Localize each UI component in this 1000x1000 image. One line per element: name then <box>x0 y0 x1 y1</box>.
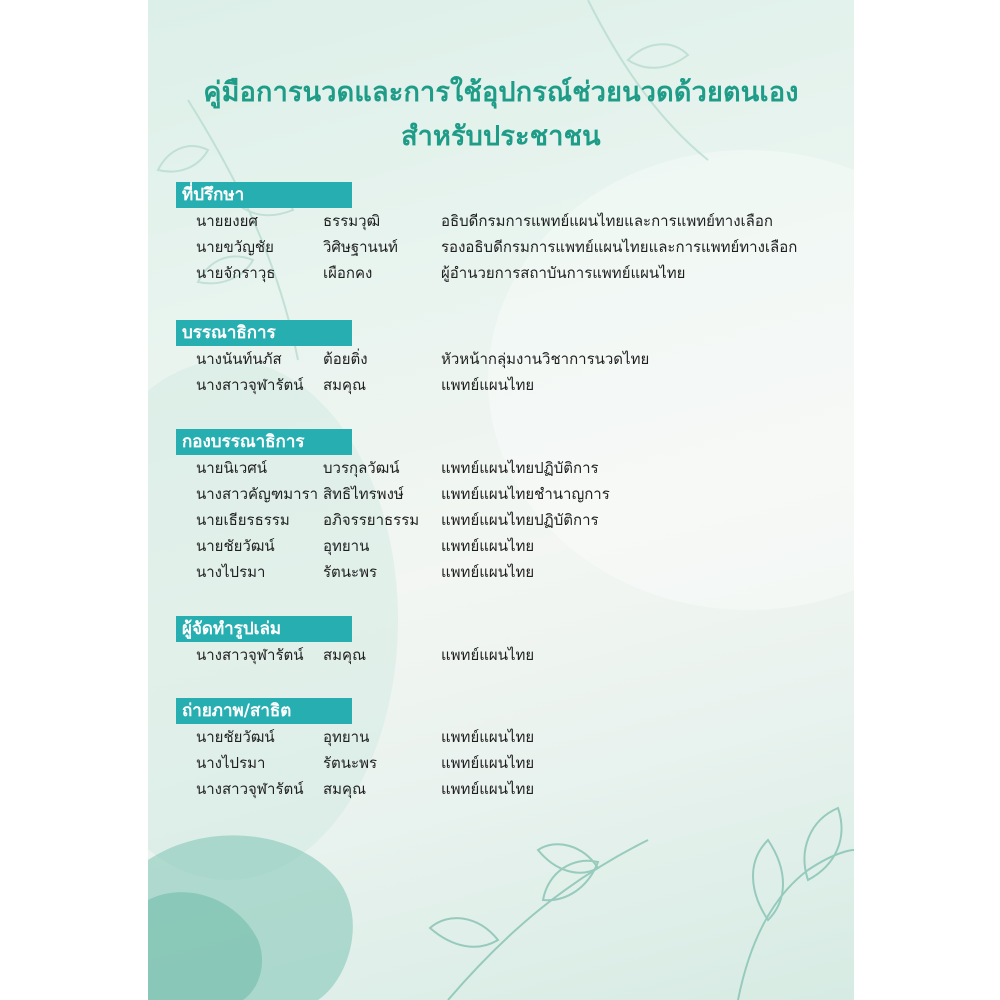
last-name: ธรรมวุฒิ <box>323 212 381 230</box>
last-name: อุทยาน <box>323 537 370 555</box>
first-name: นายยงยศ <box>196 212 258 230</box>
first-name: นายชัยวัฒน์ <box>196 728 275 746</box>
section-photography-demo <box>176 698 796 802</box>
first-name: นางสาวจุฬารัตน์ <box>196 646 304 664</box>
list-item <box>176 724 796 750</box>
position: แพทย์แผนไทย <box>441 728 535 746</box>
first-name: นางไปรมา <box>196 754 266 772</box>
list-item <box>176 208 796 234</box>
list-item <box>176 750 796 776</box>
credits-page <box>148 0 854 1000</box>
first-name: นายนิเวศน์ <box>196 459 268 477</box>
last-name: สมคุณ <box>323 646 366 664</box>
position: แพทย์แผนไทย <box>441 563 535 581</box>
last-name: บวรกุลวัฒน์ <box>323 459 400 477</box>
section-book-layout <box>176 616 796 668</box>
position: แพทย์แผนไทย <box>441 537 535 555</box>
section-heading: กองบรรณาธิการ <box>176 429 352 455</box>
last-name: วิศิษฐานนท์ <box>323 238 398 256</box>
position: ผู้อำนวยการสถาบันการแพทย์แผนไทย <box>441 264 686 282</box>
position: แพทย์แผนไทยปฏิบัติการ <box>441 459 599 477</box>
last-name: สมคุณ <box>323 780 366 798</box>
last-name: อภิจรรยาธรรม <box>323 511 420 529</box>
list-item <box>176 642 796 668</box>
list-item <box>176 455 796 481</box>
last-name: รัตนะพร <box>323 754 378 772</box>
section-heading: ผู้จัดทำรูปเล่ม <box>176 616 352 642</box>
first-name: นายชัยวัฒน์ <box>196 537 275 555</box>
last-name: สมคุณ <box>323 376 366 394</box>
list-item <box>176 776 796 802</box>
last-name: รัตนะพร <box>323 563 378 581</box>
list-item <box>176 234 796 260</box>
position: อธิบดีกรมการแพทย์แผนไทยและการแพทย์ทางเลือก <box>441 212 773 230</box>
list-item <box>176 559 796 585</box>
first-name: นายจักราวุธ <box>196 264 276 282</box>
first-name: นายเธียรธรรม <box>196 511 290 529</box>
section-advisors <box>176 182 796 286</box>
position: หัวหน้ากลุ่มงานวิชาการนวดไทย <box>441 350 650 368</box>
position: แพทย์แผนไทยชำนาญการ <box>441 485 610 503</box>
position: แพทย์แผนไทย <box>441 646 535 664</box>
first-name: นางสาวคัญฑมารา <box>196 485 319 503</box>
first-name: นางนันท์นภัส <box>196 350 282 368</box>
list-item <box>176 260 796 286</box>
first-name: นายขวัญชัย <box>196 238 274 256</box>
section-editorial-board <box>176 429 796 585</box>
page-title-line-2: สำหรับประชาชน <box>401 121 601 152</box>
list-item <box>176 346 796 372</box>
position: แพทย์แผนไทย <box>441 754 535 772</box>
section-heading: ถ่ายภาพ/สาธิต <box>176 698 352 724</box>
section-editors <box>176 320 796 398</box>
section-heading: ที่ปรึกษา <box>176 182 352 208</box>
last-name: เผือกคง <box>323 264 373 282</box>
last-name: อุทยาน <box>323 728 370 746</box>
list-item <box>176 507 796 533</box>
last-name: สิทธิไทรพงษ์ <box>323 485 404 503</box>
last-name: ต้อยติ่ง <box>323 350 368 368</box>
section-heading: บรรณาธิการ <box>176 320 352 346</box>
position: แพทย์แผนไทย <box>441 780 535 798</box>
position: แพทย์แผนไทย <box>441 376 535 394</box>
list-item <box>176 481 796 507</box>
first-name: นางไปรมา <box>196 563 266 581</box>
list-item <box>176 372 796 398</box>
position: แพทย์แผนไทยปฏิบัติการ <box>441 511 599 529</box>
first-name: นางสาวจุฬารัตน์ <box>196 376 304 394</box>
position: รองอธิบดีกรมการแพทย์แผนไทยและการแพทย์ทางเลือก <box>441 238 798 256</box>
first-name: นางสาวจุฬารัตน์ <box>196 780 304 798</box>
page-title-line-1: คู่มือการนวดและการใช้อุปกรณ์ช่วยนวดด้วยตนเอง <box>203 77 799 108</box>
list-item <box>176 533 796 559</box>
